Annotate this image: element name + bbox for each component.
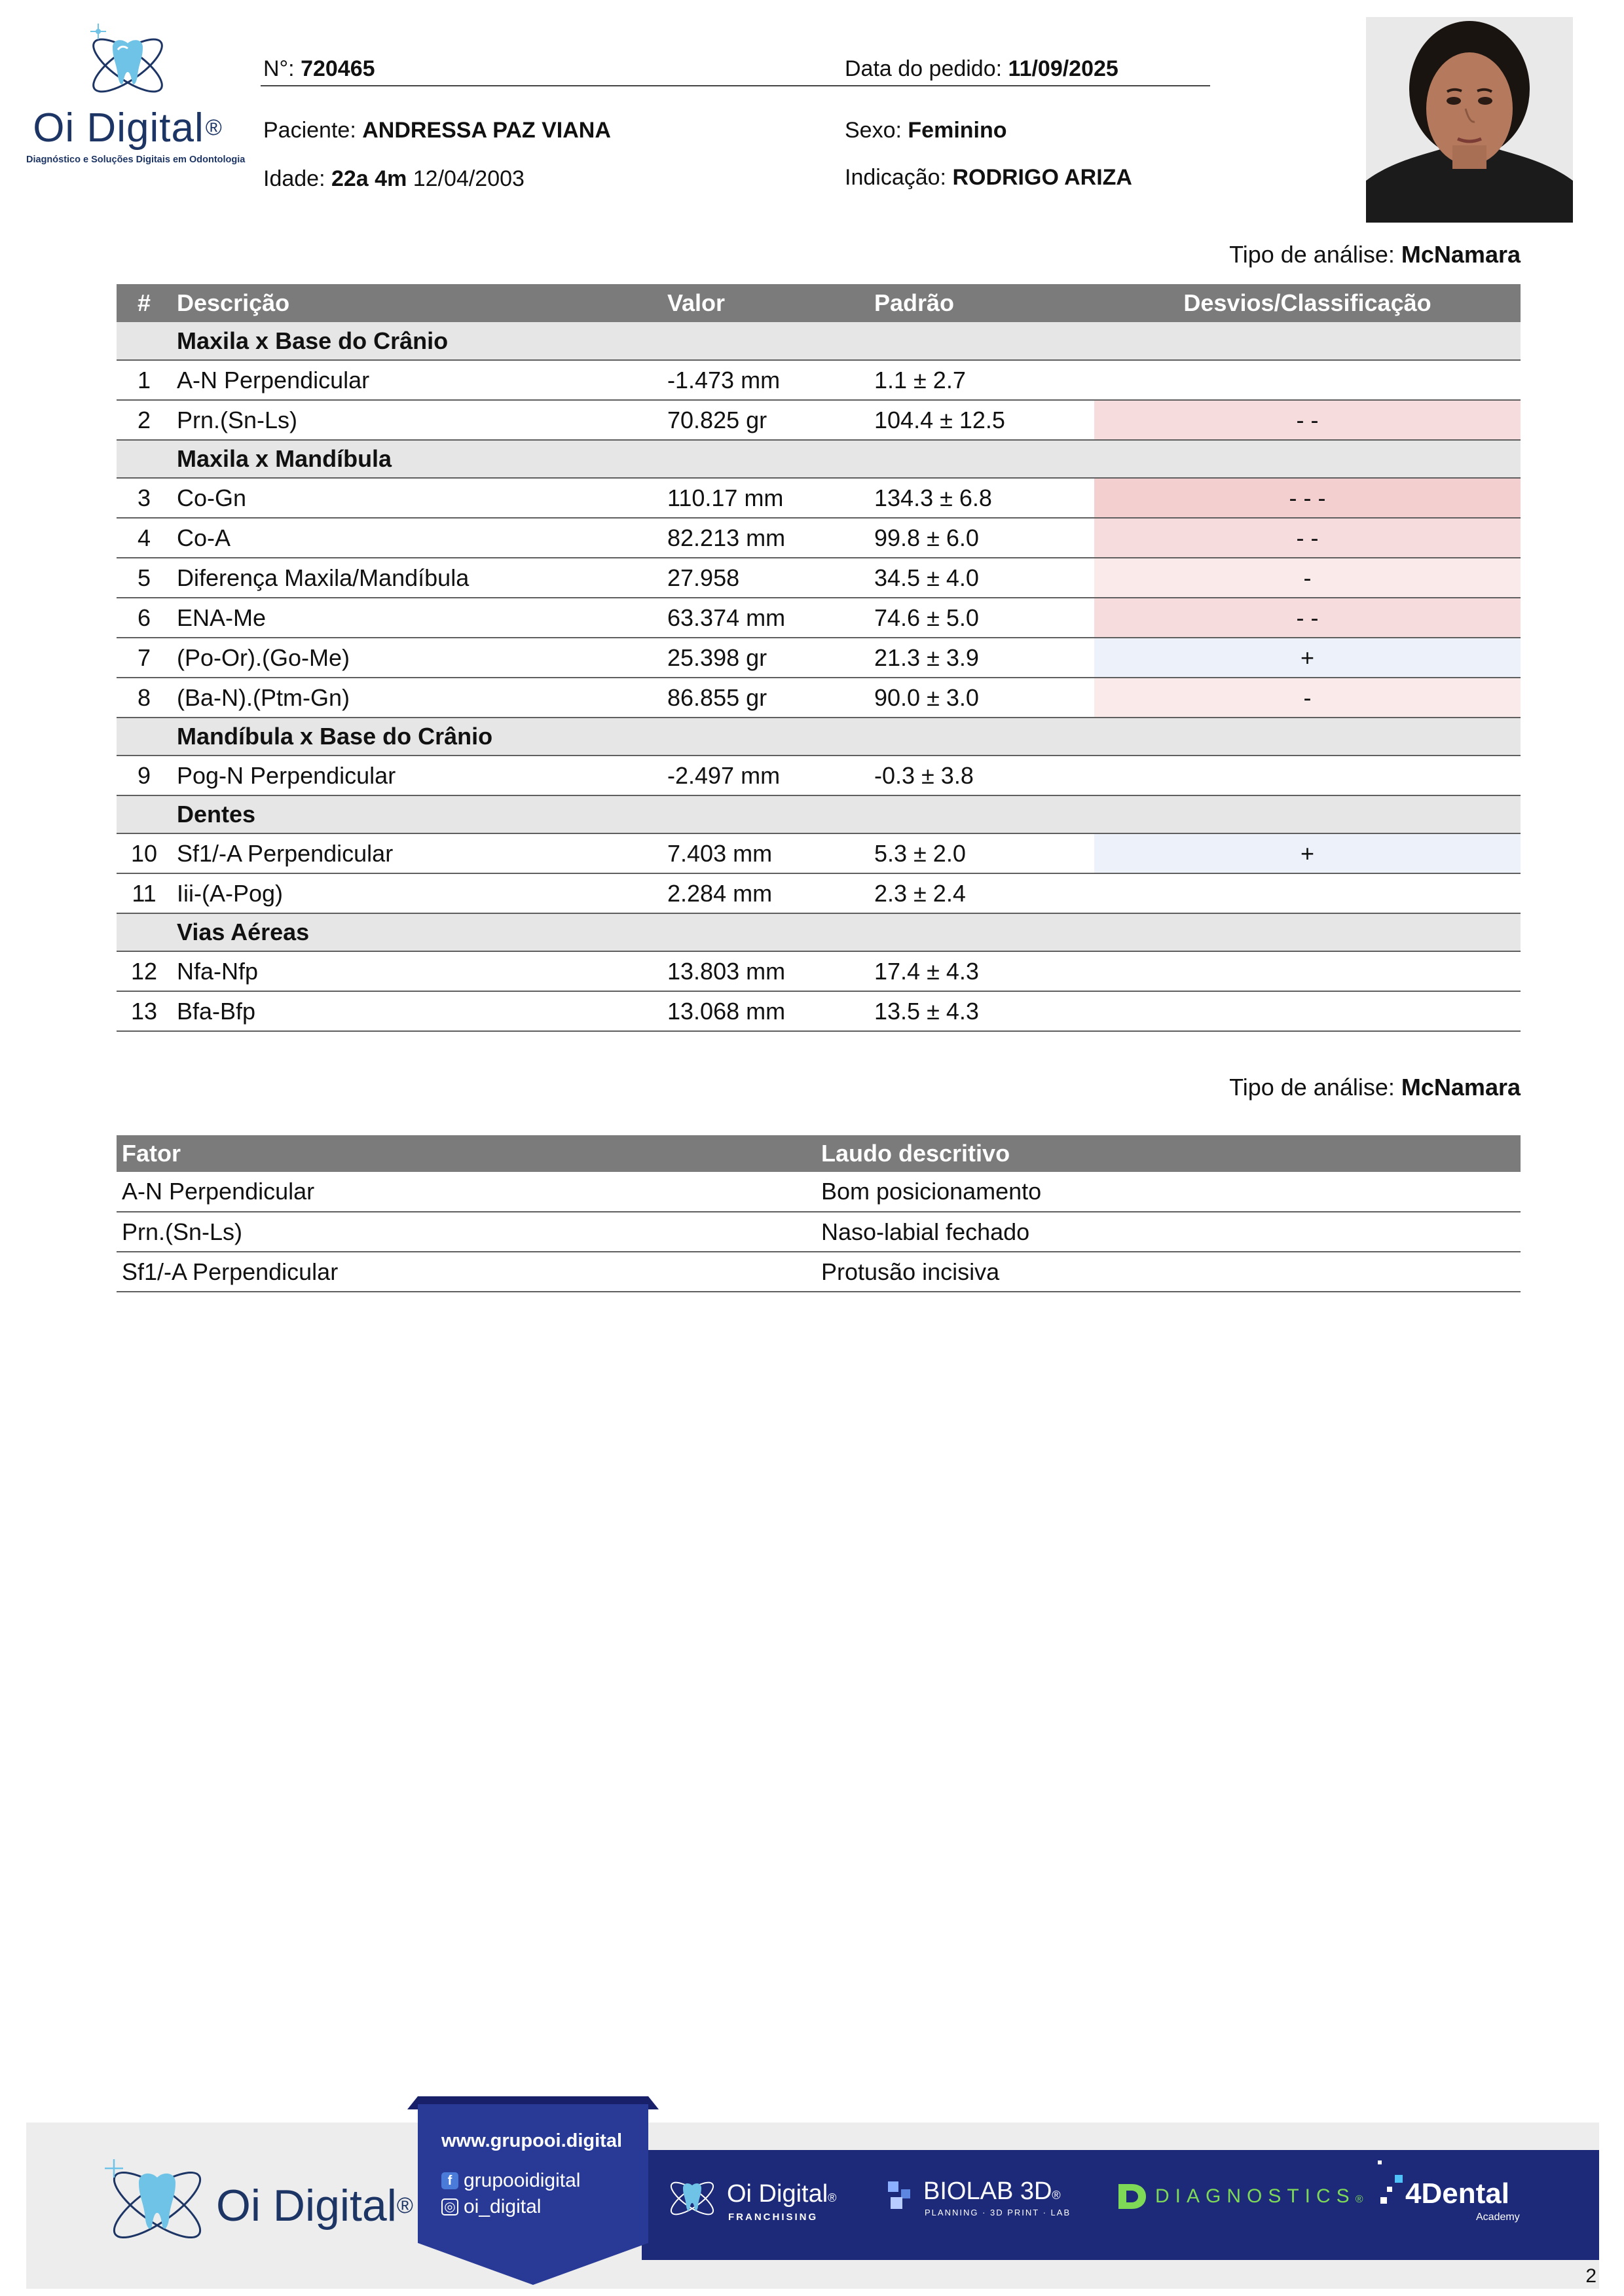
tooth-logo-icon: [79, 20, 177, 111]
order-date-label: Data do pedido:: [845, 56, 1003, 81]
analysis-type: [1229, 241, 1521, 268]
row-description: Bfa-Bfp: [172, 991, 662, 1031]
table-row: [117, 678, 1521, 718]
row-description: A-N Perpendicular: [172, 360, 662, 400]
row-value: 82.213 mm: [662, 518, 869, 558]
order-date: [845, 56, 1118, 82]
patient-age: [263, 166, 525, 192]
row-number: 5: [117, 558, 172, 598]
table-row: [117, 400, 1521, 440]
row-deviation: -: [1094, 558, 1521, 598]
row-number: 13: [117, 991, 172, 1031]
franchising-label: FRANCHISING: [728, 2212, 819, 2223]
row-number: 8: [117, 678, 172, 718]
table-row: [117, 558, 1521, 598]
patient-age-label: Idade:: [263, 166, 325, 191]
row-description: Co-Gn: [172, 478, 662, 518]
report-factor: A-N Perpendicular: [117, 1172, 816, 1212]
report-row: [117, 1172, 1521, 1212]
order-number-label: N°:: [263, 56, 295, 81]
row-description: Nfa-Nfp: [172, 951, 662, 991]
patient-portrait-image: [1366, 17, 1573, 223]
patient-birthdate: 12/04/2003: [413, 166, 525, 191]
section-title: Dentes: [172, 795, 1521, 833]
report-row: [117, 1252, 1521, 1292]
order-number-value: 720465: [301, 56, 375, 81]
row-value: 86.855 gr: [662, 678, 869, 718]
footer-tooth-logo-icon: [98, 2140, 216, 2270]
row-deviation: [1094, 756, 1521, 795]
table-row: [117, 638, 1521, 678]
referral-value: RODRIGO ARIZA: [952, 165, 1132, 190]
col-value: Valor: [662, 284, 869, 322]
report-table-body: [117, 1172, 1521, 1292]
row-value: 13.068 mm: [662, 991, 869, 1031]
section-title: Maxila x Base do Crânio: [172, 322, 1521, 360]
dental-wordmark: 4Dental: [1405, 2178, 1509, 2210]
order-date-value: 11/09/2025: [1008, 56, 1118, 81]
report-table: [117, 1135, 1521, 1292]
row-description: Pog-N Perpendicular: [172, 756, 662, 795]
website-link[interactable]: www.grupooi.digital: [441, 2130, 623, 2151]
row-standard: 1.1 ± 2.7: [869, 360, 1094, 400]
row-standard: 90.0 ± 3.0: [869, 678, 1094, 718]
franchising-wordmark: Oi Digital®: [727, 2180, 837, 2208]
footer-ribbon: [407, 2096, 659, 2286]
row-value: -2.497 mm: [662, 756, 869, 795]
biolab-tagline: PLANNING · 3D PRINT · LAB: [925, 2208, 1071, 2217]
report-row: [117, 1212, 1521, 1252]
table-header: [117, 284, 1521, 322]
report-factor: Prn.(Sn-Ls): [117, 1212, 816, 1252]
row-standard: 13.5 ± 4.3: [869, 991, 1094, 1031]
report-analysis-type-value: McNamara: [1401, 1074, 1521, 1101]
analysis-type-label: Tipo de análise:: [1229, 241, 1395, 268]
page-number: 2: [1585, 2265, 1596, 2287]
referral-label: Indicação:: [845, 165, 946, 190]
footer-logo: [98, 2140, 413, 2270]
biolab-wordmark: BIOLAB 3D®: [923, 2178, 1061, 2205]
section-row: [117, 440, 1521, 478]
section-row: [117, 718, 1521, 756]
row-deviation: +: [1094, 833, 1521, 873]
instagram-icon: ◎: [441, 2198, 458, 2215]
biolab-cube-icon: [884, 2176, 917, 2218]
facebook-link[interactable]: [441, 2170, 580, 2192]
table-row: [117, 598, 1521, 638]
row-number: 6: [117, 598, 172, 638]
row-description: Diferença Maxila/Mandíbula: [172, 558, 662, 598]
col-deviation: Desvios/Classificação: [1094, 284, 1521, 322]
col-standard: Padrão: [869, 284, 1094, 322]
row-description: (Po-Or).(Go-Me): [172, 638, 662, 678]
instagram-handle: oi_digital: [464, 2196, 542, 2217]
row-deviation: [1094, 360, 1521, 400]
order-number: [263, 56, 375, 82]
row-number: 4: [117, 518, 172, 558]
patient-sex-label: Sexo:: [845, 118, 902, 143]
section-spacer: [117, 718, 172, 756]
row-deviation: [1094, 951, 1521, 991]
report-table-header: [117, 1135, 1521, 1172]
col-description: Descrição: [172, 284, 662, 322]
row-standard: 17.4 ± 4.3: [869, 951, 1094, 991]
section-spacer: [117, 440, 172, 478]
report-description: Naso-labial fechado: [816, 1212, 1521, 1252]
row-value: 13.803 mm: [662, 951, 869, 991]
row-standard: 99.8 ± 6.0: [869, 518, 1094, 558]
patient-name: [263, 118, 611, 143]
row-number: 12: [117, 951, 172, 991]
row-description: Prn.(Sn-Ls): [172, 400, 662, 440]
row-deviation: - - -: [1094, 478, 1521, 518]
row-standard: 5.3 ± 2.0: [869, 833, 1094, 873]
row-value: 110.17 mm: [662, 478, 869, 518]
facebook-icon: f: [441, 2172, 458, 2189]
diagnostics-wordmark: DIAGNOSTICS®: [1155, 2185, 1363, 2207]
row-number: 9: [117, 756, 172, 795]
company-logo: [26, 20, 246, 170]
patient-sex-value: Feminino: [908, 118, 1007, 143]
section-title: Maxila x Mandíbula: [172, 440, 1521, 478]
row-number: 11: [117, 873, 172, 913]
cephalometric-table: [117, 284, 1521, 1032]
row-value: 7.403 mm: [662, 833, 869, 873]
report-analysis-type-label: Tipo de análise:: [1229, 1074, 1395, 1101]
patient-name-label: Paciente:: [263, 118, 356, 143]
referral: [845, 165, 1132, 191]
section-spacer: [117, 795, 172, 833]
section-title: Mandíbula x Base do Crânio: [172, 718, 1521, 756]
patient-sex: [845, 118, 1007, 143]
row-standard: 134.3 ± 6.8: [869, 478, 1094, 518]
instagram-link[interactable]: [441, 2196, 541, 2218]
patient-age-value: 22a 4m: [331, 166, 407, 191]
facebook-handle: grupooidigital: [464, 2170, 581, 2191]
row-number: 10: [117, 833, 172, 873]
row-deviation: [1094, 991, 1521, 1031]
col-number: #: [117, 284, 172, 322]
footer-logo-wordmark: Oi Digital®: [216, 2181, 413, 2231]
row-number: 7: [117, 638, 172, 678]
patient-photo: [1366, 17, 1573, 223]
section-row: [117, 913, 1521, 951]
logo-wordmark: Oi Digital®: [33, 105, 223, 151]
row-description: Sf1/-A Perpendicular: [172, 833, 662, 873]
table-row: [117, 873, 1521, 913]
table-row: [117, 991, 1521, 1031]
col-report: Laudo descritivo: [816, 1135, 1521, 1172]
col-factor: Fator: [117, 1135, 816, 1172]
row-value: 70.825 gr: [662, 400, 869, 440]
header-divider: [261, 85, 1210, 86]
row-description: ENA-Me: [172, 598, 662, 638]
dental-tagline: Academy: [1476, 2212, 1520, 2223]
row-deviation: - -: [1094, 400, 1521, 440]
row-standard: 2.3 ± 2.4: [869, 873, 1094, 913]
report-description: Bom posicionamento: [816, 1172, 1521, 1212]
patient-name-value: ANDRESSA PAZ VIANA: [362, 118, 611, 143]
report-factor: Sf1/-A Perpendicular: [117, 1252, 816, 1292]
row-number: 1: [117, 360, 172, 400]
dental-pixel-icon: [1375, 2158, 1408, 2210]
section-spacer: [117, 913, 172, 951]
row-number: 3: [117, 478, 172, 518]
section-row: [117, 795, 1521, 833]
row-value: 27.958: [662, 558, 869, 598]
section-row: [117, 322, 1521, 360]
table-row: [117, 756, 1521, 795]
row-description: Co-A: [172, 518, 662, 558]
section-title: Vias Aéreas: [172, 913, 1521, 951]
table-row: [117, 518, 1521, 558]
logo-tagline: Diagnóstico e Soluções Digitais em Odontologia: [26, 155, 246, 165]
row-description: Iii-(A-Pog): [172, 873, 662, 913]
row-value: 25.398 gr: [662, 638, 869, 678]
row-standard: 34.5 ± 4.0: [869, 558, 1094, 598]
row-deviation: - -: [1094, 598, 1521, 638]
table-body: [117, 322, 1521, 1031]
row-standard: -0.3 ± 3.8: [869, 756, 1094, 795]
table-row: [117, 951, 1521, 991]
row-deviation: - -: [1094, 518, 1521, 558]
section-spacer: [117, 322, 172, 360]
table-row: [117, 478, 1521, 518]
analysis-type-value: McNamara: [1401, 241, 1521, 268]
franchising-tooth-icon: [663, 2166, 722, 2231]
row-standard: 104.4 ± 12.5: [869, 400, 1094, 440]
diagnostics-d-icon: [1113, 2180, 1150, 2213]
row-value: 2.284 mm: [662, 873, 869, 913]
row-standard: 21.3 ± 3.9: [869, 638, 1094, 678]
row-deviation: -: [1094, 678, 1521, 718]
report-description: Protusão incisiva: [816, 1252, 1521, 1292]
row-value: -1.473 mm: [662, 360, 869, 400]
row-deviation: +: [1094, 638, 1521, 678]
row-value: 63.374 mm: [662, 598, 869, 638]
row-standard: 74.6 ± 5.0: [869, 598, 1094, 638]
row-number: 2: [117, 400, 172, 440]
row-deviation: [1094, 873, 1521, 913]
row-description: (Ba-N).(Ptm-Gn): [172, 678, 662, 718]
report-analysis-type: [1229, 1074, 1521, 1101]
table-row: [117, 360, 1521, 400]
table-row: [117, 833, 1521, 873]
